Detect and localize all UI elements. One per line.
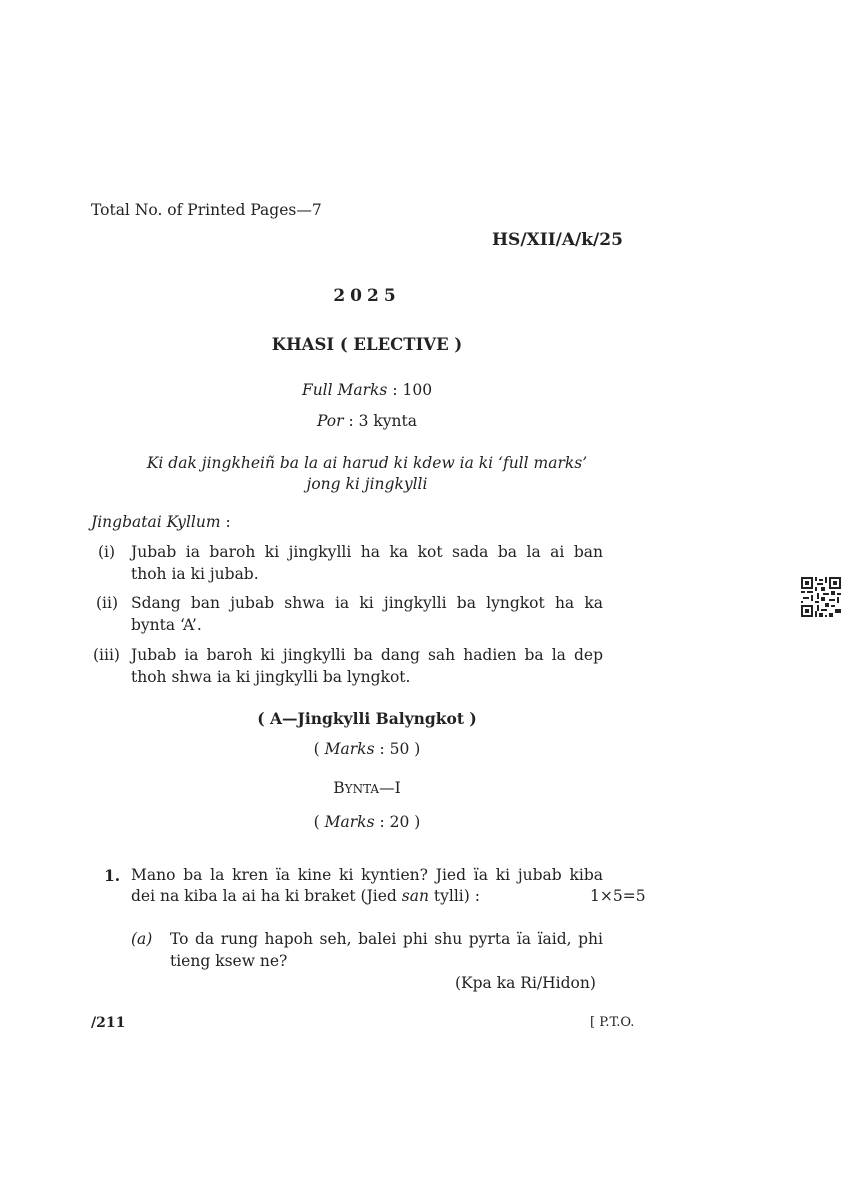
note-line-1: Ki dak jingkheiñ ba la ai harud ki kdew ia ki ‘full marks’ bbox=[146, 454, 588, 472]
time-value: : 3 kynta bbox=[343, 412, 417, 430]
subquestion-text-line: tieng ksew ne? bbox=[170, 952, 288, 970]
time-allowed bbox=[200, 412, 534, 430]
subject-title: KHASI ( ELECTIVE ) bbox=[271, 335, 463, 354]
total-printed-pages: Total No. of Printed Pages—7 bbox=[91, 201, 322, 219]
footer-pto: [ P.T.O. bbox=[590, 1015, 635, 1030]
instruction-line: thoh ia ki jubab. bbox=[131, 565, 259, 583]
instruction-number: (ii) bbox=[96, 594, 119, 612]
question-marks: 1×5=5 bbox=[590, 887, 646, 905]
question-text-line bbox=[131, 887, 480, 905]
instruction-line: Jubab ia baroh ki jingkylli ha ka kot sada ba la ai ban bbox=[131, 543, 603, 561]
full-marks bbox=[200, 381, 534, 399]
part-title-suffix: —I bbox=[379, 779, 401, 797]
section-a-title: ( A—Jingkylli Balyngkot ) bbox=[257, 709, 477, 728]
time-label: Por bbox=[316, 412, 344, 430]
part-marks-label: Marks bbox=[324, 813, 375, 831]
question-text-before: dei na kiba la ai ha ki braket (Jied bbox=[131, 887, 402, 905]
part-marks-value: : 20 ) bbox=[374, 813, 421, 831]
section-a-marks-label: Marks bbox=[324, 740, 375, 758]
part-marks bbox=[200, 813, 534, 831]
instruction-line: Jubab ia baroh ki jingkylli ba dang sah hadien ba la dep bbox=[131, 646, 603, 664]
part-marks-open: ( bbox=[313, 813, 325, 831]
instruction-line: bynta ‘A’. bbox=[131, 616, 202, 634]
instructions-heading bbox=[91, 513, 231, 531]
instructions-heading-label: Jingbatai Kyllum bbox=[91, 513, 221, 531]
question-text-line: Mano ba la kren ïa kine ki kyntien? Jied ïa ki jubab kiba bbox=[131, 866, 603, 884]
question-number: 1. bbox=[104, 866, 121, 885]
note-line-2: jong ki jingkylli bbox=[306, 475, 428, 493]
instruction-number: (iii) bbox=[93, 646, 120, 664]
section-a-marks bbox=[200, 740, 534, 758]
part-title bbox=[200, 779, 534, 797]
subquestion-text-line: To da rung hapoh seh, balei phi shu pyrta ïa ïaid, phi bbox=[170, 930, 603, 948]
instruction-number: (i) bbox=[98, 543, 116, 561]
instruction-line: Sdang ban jubab shwa ia ki jingkylli ba lyngkot ha ka bbox=[131, 594, 603, 612]
part-title-rest: YNTA bbox=[344, 782, 380, 796]
section-a-marks-open: ( bbox=[313, 740, 325, 758]
subquestion-label: (a) bbox=[131, 930, 153, 948]
qr-code-icon bbox=[801, 577, 841, 617]
exam-year: 2025 bbox=[333, 286, 401, 306]
question-text-italic: san bbox=[401, 887, 429, 905]
full-marks-value: : 100 bbox=[387, 381, 433, 399]
question-text-after: tylli) : bbox=[428, 887, 480, 905]
section-a-marks-value: : 50 ) bbox=[374, 740, 421, 758]
instructions-heading-suffix: : bbox=[220, 513, 231, 531]
footer-paper-code: /211 bbox=[91, 1015, 126, 1031]
full-marks-label: Full Marks bbox=[301, 381, 388, 399]
subquestion-options: (Kpa ka Ri/Hidon) bbox=[455, 974, 596, 992]
paper-code: HS/XII/A/k/25 bbox=[492, 230, 623, 250]
part-title-first-letter: B bbox=[333, 779, 345, 797]
instruction-line: thoh shwa ia ki jingkylli ba lyngkot. bbox=[131, 668, 411, 686]
